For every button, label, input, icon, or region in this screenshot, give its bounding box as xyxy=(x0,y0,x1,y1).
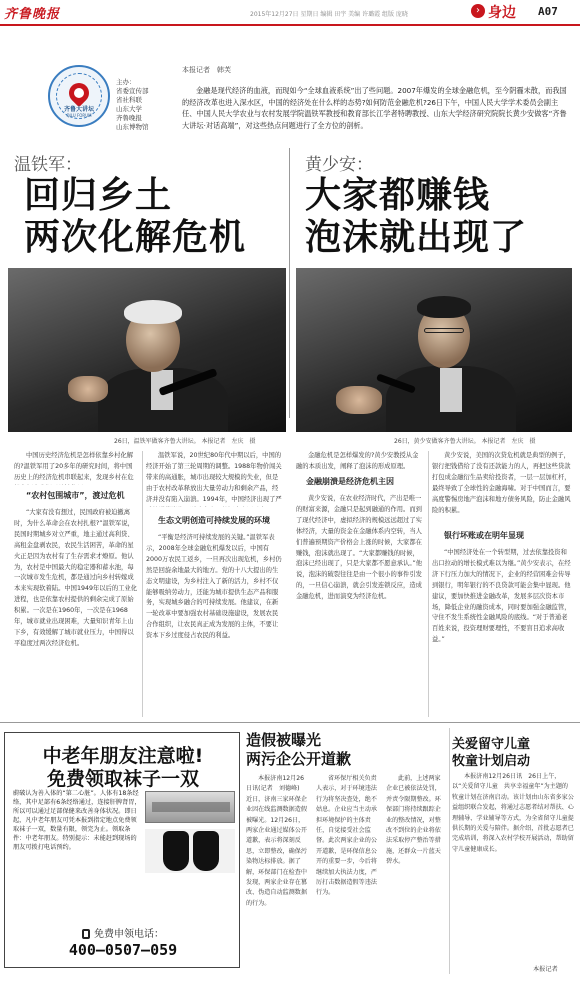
left-speaker: 温铁军： xyxy=(14,155,82,175)
ad-body: 蔚破认为善入体的“第二心脏”。人体有18条经络，其中足部有6条经络通过，连接肝脾肾胃，所以可以通过足部保健来改善身体状况。即日起，凡中老年朋友可凭本报到指定地点免费领取袜子一双，数量有限，领完为止。领取条件：中老年朋友。特别提示：未能赶到现场的朋友可拨打电话预约。 xyxy=(13,790,141,851)
huang-shaoan-photo xyxy=(296,268,572,432)
issue-meta: 2015年12月27日 星期日 编辑 田宇 美编 许璐霞 组版 庞晓 xyxy=(250,11,408,18)
ad-socks-image xyxy=(145,829,235,873)
sponsor-item: 省委宣传部 xyxy=(116,87,149,95)
forum-name: 齐鲁大讲坛 xyxy=(63,106,94,113)
right-col4-lead: 黄少安说，美国的次贷危机就是典型的例子，银行把钱借给了没有还款能力的人，再把这些贷款打包成金融衍生品卖给投资者，一层一层加杠杆，最终导致了全球性的金融海啸。对于中国而言，要高度警惕房地产泡沫和地方债务风险，防止金融风险的积累。 xyxy=(432,452,571,514)
phone-icon xyxy=(82,929,90,939)
column-divider xyxy=(289,148,290,418)
ad-title-line1: 中老年朋友注意啦! xyxy=(42,745,204,767)
left-col1-body: “大家有没有想过，民国政府被迫撤离时，为什么革命会在农村扎根?”温铁军说，民国时期城乡对立严重，地主通过高利贷、高租金盘剥农民，农民生活困苦，革命的星火正是因为农村有了生存需求才燎原。他认为，农村是中国最大的稳定器和蓄水池，每一次城市发生危机，都是通过向乡村转嫁成本来实现软着陆。中国1949年以后的工业化进程，也是依靠农村提供的剩余完成了原始积累。一次是在1960年，一次是在1968年，城市就业出现困难，大量知识青年上山下乡，有效缓解了城市就业压力，中国得以平稳度过两次经济危机。 xyxy=(14,509,138,647)
section-divider xyxy=(0,722,580,723)
sponsor-list xyxy=(116,78,149,132)
right-speaker: 黄少安： xyxy=(305,155,373,175)
story2-title-line2: 两污企公开道歉 xyxy=(246,750,352,768)
left-col2-lead: 温铁军说，20世纪80年代中期以后，中国的经济开始了第三轮周期的调整。1988年物价闯关带来的高通胀，城市出现较大规模的失业，但是由于农村改革释放出大量劳动力和剩余产品，经济并没有陷入崩溃。1994年，中国经济出现了严 xyxy=(146,452,282,503)
right-subhead-1: 金融崩溃是经济危机主因 xyxy=(306,477,394,486)
right-photo-caption: 26日，黄少安做客齐鲁大讲坛。 本报记者 左庆 摄 xyxy=(394,438,536,445)
wen-tiejun-photo xyxy=(8,268,286,432)
ad-hotline-label: 免费申领电话： xyxy=(5,925,241,940)
left-headline-line2: 两次化解危机 xyxy=(24,217,247,258)
section-arrow-icon: › xyxy=(471,4,485,18)
sponsor-item: 齐鲁晚报 xyxy=(116,114,142,122)
story2-col-a: 本报济南12月26日讯(记者 刘德峰) 近日，济南三家环保企业因在线监测数据造假被曝光。12月26日，两家企业通过媒体公开道歉，表示将深刻反思，立即整改，确保污染物达标排放。据了解，环保部门在检查中发现，两家企业存在篡改、伪造自动监测数据的行为。 xyxy=(246,775,307,907)
forum-en-name: QILU FORUM xyxy=(66,113,92,118)
page-masthead xyxy=(0,0,580,26)
sock-icon xyxy=(163,831,189,871)
sock-icon xyxy=(193,831,219,871)
right-headline-line2: 泡沫就出现了 xyxy=(305,217,528,258)
sponsor-item: 省社科联 xyxy=(116,96,142,104)
story3-signature: 本报记者 xyxy=(533,966,558,973)
story3-body: 本报济南12月26日讯 26日上午，以“关爱留守儿童 共享幸福童年”为主题的牧童计划在济南启动。该计划由山东省多家公益组织联合发起，将通过志愿者结对帮扶、心理辅导、学业辅导等方式，为全省留守儿童提供长期的关爱与陪伴。据介绍，首批志愿者已完成培训，将深入农村学校开展活动，帮助留守儿童健康成长。 xyxy=(452,773,574,853)
left-col1-lead: 中国历史经济危机是怎样依靠乡村化解的?温铁军用了20多年的研究时间，将中国历史上的经济危机串联起来，发现乡村在危 xyxy=(14,452,134,481)
story2-title-line1: 造假被曝光 xyxy=(246,731,322,749)
ad-title-line2: 免费领取袜子一双 xyxy=(46,768,199,790)
story2-col-c: 此前，上述两家企业已被依法处罚，并责令限期整改。环保部门将持续跟踪企业的整改情况，对整改不到位的企业将依法采取停产整治等措施，还群众一片蓝天碧水。 xyxy=(386,775,441,866)
left-headline-line1: 回归乡土 xyxy=(24,175,173,216)
qilu-forum-logo xyxy=(48,65,110,127)
left-subhead-2: 生态文明创造可持续发展的环境 xyxy=(158,516,270,525)
left-subhead-1: “农村包围城市”，渡过危机 xyxy=(26,491,125,500)
sponsor-item: 山东大学 xyxy=(116,105,142,113)
right-col3-body: 黄少安说，在农业经济时代，产出是唯一的财富来源，金融只是起到融通的作用。而到了现代经济中，虚拟经济的规模远远超过了实体经济，大量的资金在金融体系内空转，当人们普遍预期资产价格会上涨的时候，大家都在赚钱，泡沫就出现了。“大家都赚钱的时候，泡沫已经出现了，只是大家都不愿意承认。”他说，泡沫的破裂往往是由一个很小的事件引发的，一旦信心崩溃，就会引发连锁反应，造成金融危机，进而演变为经济危机。 xyxy=(296,495,423,601)
newspaper-logo: 齐鲁晚报 xyxy=(4,7,61,22)
sponsor-item: 山东博物馆 xyxy=(116,123,149,131)
right-headline-line1: 大家都赚钱 xyxy=(305,175,491,216)
ad-phone-number: 400—0507—059 xyxy=(68,941,178,959)
story3-title-line1: 关爱留守儿童 xyxy=(452,737,531,752)
page-number: A07 xyxy=(538,5,558,18)
right-col3-lead: 金融危机是怎样爆发的?黄少安教授从金融的本质出发，阐释了泡沫的形成原理。 xyxy=(296,452,419,470)
left-photo-caption: 26日，温铁军做客齐鲁大讲坛。 本报记者 左庆 摄 xyxy=(114,438,256,445)
left-col2-body: “平衡是经济可持续发展的关键。”温铁军表示，2008年全球金融危机爆发以后，中国有2000万农民工返乡，一旦再次出现危机，乡村仍然是回旋余地最大的地方。党的十八大提出的生态文明建设，为乡村注入了新的活力，乡村不仅能够吸纳劳动力，还能为城市提供生态产品和服务，实现城乡融合的可持续发展。他建议，在新一轮改革中要加强农村基础设施建设，发展农民合作组织，让农民真正成为发展的主体，不要让资本下乡过度侵占农民的利益。 xyxy=(146,534,282,640)
socks-advertisement xyxy=(4,732,240,968)
story3-title-line2: 牧童计划启动 xyxy=(452,754,531,769)
glasses-icon xyxy=(424,328,464,333)
intro-reporter: 本报记者 韩芙 xyxy=(182,66,231,74)
right-subhead-2: 银行坏账或在明年显现 xyxy=(444,531,524,540)
ad-product-box-image xyxy=(145,791,235,823)
intro-text: 金融是现代经济的血液，而现如今“全球血液系统”出了些问题。2007年爆发的全球金融危机，至今阴霾未散，而我国的经济改革也进入深水区，中国的经济处在什么样的态势?如何防范金融危机?26日下午，中国人民大学学术委员会副主任、中国人民大学农业与农村发展学院温铁军教授和教育部长江学者特聘教授、山东大学经济研究院院长黄少安做客“齐鲁大讲坛·对话高端”，对这些热点问题进行了全方位的剖析。 xyxy=(182,86,567,130)
right-col4-body: “中国经济处在一个转型期，过去依靠投资和出口拉动的增长模式难以为继。”黄少安表示，在经济下行压力加大的情况下，企业的经营困难会传导到银行，明年银行的不良贷款可能会集中显现。他建议，要加快推进金融改革，发展多层次资本市场，降低企业的融资成本，同时要加强金融监管，守住不发生系统性金融风险的底线。“对于普通老百姓来说，投资理财要理性，不要盲目追求高收益。” xyxy=(432,549,571,644)
section-name: 身边 xyxy=(488,5,516,21)
story2-col-b: 省环保厅相关负责人表示，对于环境违法行为将坚决查处，绝不姑息。企业应当主动承担环境保护的主体责任，自觉接受社会监督。此次两家企业的公开道歉，是环保信息公开的重要一步，今后将继续加大执法力度，严厉打击数据造假等违法行为。 xyxy=(316,775,377,897)
sponsors-label: 主办： xyxy=(116,78,136,86)
